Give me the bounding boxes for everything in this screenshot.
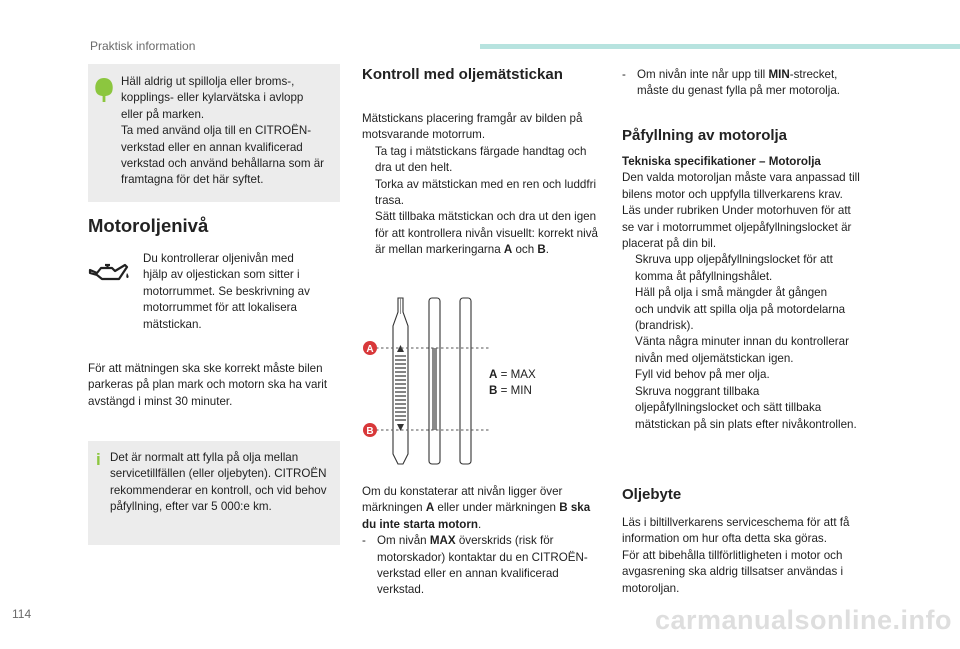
list-item: Skruva upp oljepåfyllningslocket för att komma åt påfyllningshålet.	[635, 253, 833, 283]
info-note-box	[88, 441, 340, 545]
pafyllning-body: Tekniska specifikationer – Motorolja Den valda motoroljan måste vara anpassad till bilens motor och uppfylla tillverkarens krav. Läs under rubriken Under motorhuven för att se var i motorrummet oljepåfyllningslocket är placerat på din bil. Skruva upp oljepåfyllningslocket för att komma åt påfyllningshålet. Häll på olja i små mängder åt gången och undvik att spilla olja på motordelarna (brandrisk). Vänta några minuter innan du kontrollerar nivån med oljemätstickan igen. Fyll vid behov på mer olja. Skruva noggrant tillbaka oljepåfyllningslocket och sätt tillbaka mätstickan på sin plats efter nivåkontrollen.	[622, 154, 884, 433]
min-level-note	[622, 67, 884, 100]
list-item: Torka av mätstickan med en ren och luddfri trasa.	[375, 177, 597, 208]
list-item: - Om nivån MAX överskrids (risk för motorskador) kontaktar du en CITROËN- verkstad eller en annan kvalificerad verkstad.	[362, 534, 588, 597]
list-item: Sätt tillbaka mätstickan och dra ut den igen för att kontrollera nivån visuellt: korrekt nivå är mellan markeringarna A och B.	[375, 210, 598, 257]
pafyllning-heading: Påfyllning av motorolja	[622, 127, 788, 144]
dipstick-legend: A = MAX B = MIN	[489, 368, 536, 398]
section-title: Praktisk information	[90, 39, 196, 53]
list-item: Skruva noggrant tillbaka oljepåfyllningslocket och sätt tillbaka mätstickan på sin plats efter nivåkontrollen.	[635, 384, 857, 431]
eco-note-box	[88, 64, 340, 202]
list-item: Häll på olja i små mängder åt gången och undvik att spilla olja på motordelarna (brandrisk).	[635, 286, 846, 333]
dipstick-intro-text: Du kontrollerar oljenivån med hjälp av oljestickan som sitter i motorrummet. Se beskrivning av motorrummet för att lokalisera mätstickan.	[143, 252, 310, 331]
list-item: Ta tag i mätstickans färgade handtag och dra ut den helt.	[375, 144, 587, 175]
oljebyte-body: Läs i biltillverkarens serviceschema för att få information om hur ofta detta ska göras. För att bibehålla tillförlitligheten i motor och avgasrening ska aldrig tillsatser användas i motoroljan.	[622, 516, 850, 595]
measurement-paragraph: För att mätningen ska ske korrekt måste bilen parkeras på plan mark och motorn ska ha varit avstängd i minst 30 minuter.	[88, 362, 328, 408]
leaf-icon	[93, 77, 115, 108]
header-accent-bar	[480, 44, 960, 49]
kontroll-heading: Kontroll med oljemätstickan	[362, 66, 563, 83]
level-check-text: Om du konstaterar att nivån ligger över märkningen A eller under märkningen B ska du inte starta motorn. - Om nivån MAX överskrids (risk för motorskador) kontaktar du en CITROËN- verkstad eller en annan kvalificerad verkstad.	[362, 484, 620, 599]
info-note-text: Det är normalt att fylla på olja mellan servicetillfällen (eller oljebyten). CITROËN rekommenderar en kontroll, och vid behov påfyllning, efter var 5 000:e km.	[110, 451, 327, 514]
oil-can-icon	[88, 262, 130, 293]
marker-b-label: B	[366, 426, 374, 437]
watermark: carmanualsonline.info	[654, 605, 952, 635]
kontroll-body: Mätstickans placering framgår av bilden på motsvarande motorrum. Ta tag i mätstickans färgade handtag och dra ut den helt. Torka av mätstickan med en ren och luddfri trasa. Sätt tillbaka mätstickan och dra ut den igen för att kontrollera nivån visuellt: korrekt nivå är mellan markeringarna A och B.	[362, 111, 620, 259]
dipstick-illustration	[362, 292, 492, 467]
marker-a-label: A	[366, 344, 374, 355]
dipstick-left	[393, 298, 408, 464]
page-number: 114	[12, 607, 32, 621]
oil-level-band	[432, 348, 437, 430]
motoroljeniva-heading: Motoroljenivå	[88, 215, 209, 236]
dipstick-right	[460, 298, 471, 464]
list-item: - Om nivån inte når upp till MIN-strecket, måste du genast fylla på mer motorolja.	[622, 68, 840, 98]
list-item: Vänta några minuter innan du kontrollerar nivån med oljemätstickan igen.	[635, 335, 849, 365]
oljebyte-heading: Oljebyte	[622, 486, 682, 503]
info-icon: i	[96, 450, 101, 469]
eco-note-text: Häll aldrig ut spillolja eller broms-, kopplings- eller kylarvätska i avlopp eller på marken. Ta med använd olja till en CITROËN- verkstad eller en annan kvalificerad verkstad och använd behållarna som är framtagna för det här syftet.	[121, 75, 325, 187]
list-item: Fyll vid behov på mer olja.	[635, 368, 770, 382]
